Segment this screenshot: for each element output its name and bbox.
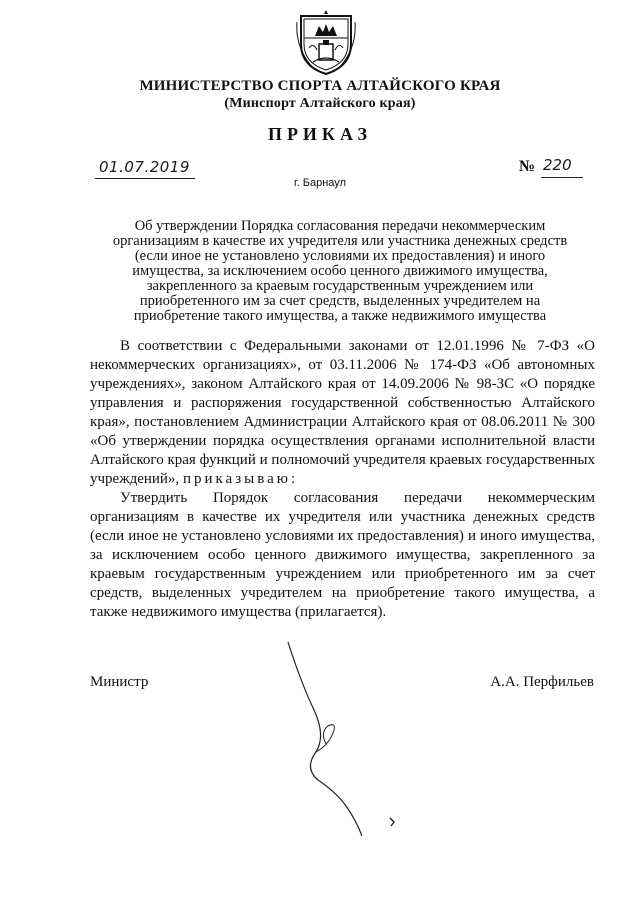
number-underline [541,177,583,178]
ministry-short-name: (Минспорт Алтайского края) [224,96,416,111]
subject-line: приобретенного им за счет средств, выделенных учредителем на [139,293,541,309]
subject-line: Об утверждении Порядка согласования передачи некоммерческим [134,218,546,234]
order-body [90,337,595,622]
ministry-name: МИНИСТЕРСТВО СПОРТА АЛТАЙСКОГО КРАЯ [139,78,501,94]
handwritten-signature-icon [270,640,420,840]
subject-line: организациям в качестве их учредителя или участника денежных средств [112,233,568,249]
signer-name: А.А. Перфильев [490,674,594,690]
order-city: г. Барнаул [294,177,346,189]
subject-line: закрепленного за краевым государственным учреждением или [146,278,534,294]
order-date: 01.07.2019 [99,158,190,176]
resolution-paragraph: Утвердить Порядок согласования передачи некоммерческим организациям в качестве их учредителя или участника денежных средств (если иное не установлено условиями их предоставления) и иного имущества, за исключением особо ценного движимого имущества, закрепленного за краевым государственным учреждением или приобретенного им за счет средств, выделенных учредителем на приобретение такого имущества, а также недвижимого имущества (прилагается). [90,490,595,620]
order-number-field [519,157,589,181]
subject-line: (если иное не установлено условиями их предоставления) и иного [134,248,546,264]
order-subject [95,219,585,324]
preamble-paragraph [90,337,595,489]
order-title: ПРИКАЗ [267,124,373,144]
subject-line: имущества, за исключением особо ценного движимого имущества, [132,263,548,279]
coat-of-arms-icon [295,8,357,76]
preamble-text: В соответствии с Федеральными законами от 12.01.1996 № 7-ФЗ «О некоммерческих организациях», от 03.11.2006 № 174-ФЗ «Об автономных учреждениях», законом Алтайского края от 14.09.2006 № 98-ЗС «О порядке управления и распоряжения государственной собственностью Алтайского края», постановлением Администрации Алтайского края от 08.06.2011 № 300 «Об утверждении порядка осуществления органами исполнительной власти Алтайского края функций и полномочий учредителя краевых государственных учреждений», [90,338,595,487]
subject-line: приобретение такого имущества, а также недвижимого имущества [133,308,547,324]
signer-position: Министр [90,674,149,690]
order-number: 220 [543,156,572,174]
order-keyword: приказываю: [182,471,299,487]
number-sign: № [519,158,536,175]
